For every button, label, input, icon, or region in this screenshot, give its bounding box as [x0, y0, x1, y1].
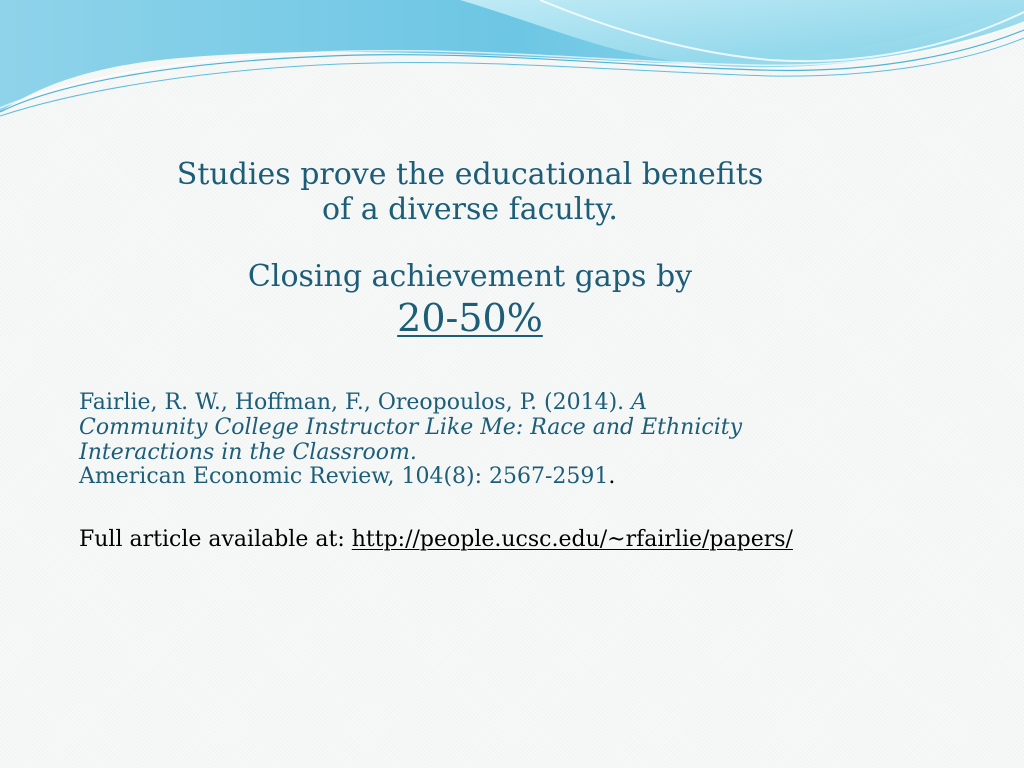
citation-line-3 [79, 440, 417, 466]
citation-title-start: A [631, 390, 648, 415]
percentage-value: 20-50% [397, 296, 543, 340]
citation-line-1 [79, 390, 647, 416]
full-article-label: Full article available at: [79, 527, 352, 552]
citation-line-4 [79, 464, 615, 490]
decorative-wave-header [0, 0, 1024, 130]
citation-line-2 [79, 415, 742, 441]
heading-line-2: of a diverse faculty. [322, 192, 618, 227]
citation-journal: American Economic Review, 104(8): 2567-2591 [79, 464, 609, 489]
heading-line-3: Closing achievement gaps by [247, 259, 693, 294]
citation-title-end: Interactions in the Classroom. [79, 440, 417, 465]
full-article-link[interactable]: http://people.ucsc.edu/~rfairlie/papers/ [351, 527, 793, 552]
citation-title-middle: Community College Instructor Like Me: Race and Ethnicity [79, 415, 743, 440]
citation-authors: Fairlie, R. W., Hoffman, F., Oreopoulos, P. (2014). [79, 390, 632, 415]
citation-period: . [608, 464, 616, 489]
full-article-line [79, 527, 793, 553]
heading-line-1: Studies prove the educational benefits [176, 157, 764, 192]
percentage-figure [0, 295, 940, 341]
